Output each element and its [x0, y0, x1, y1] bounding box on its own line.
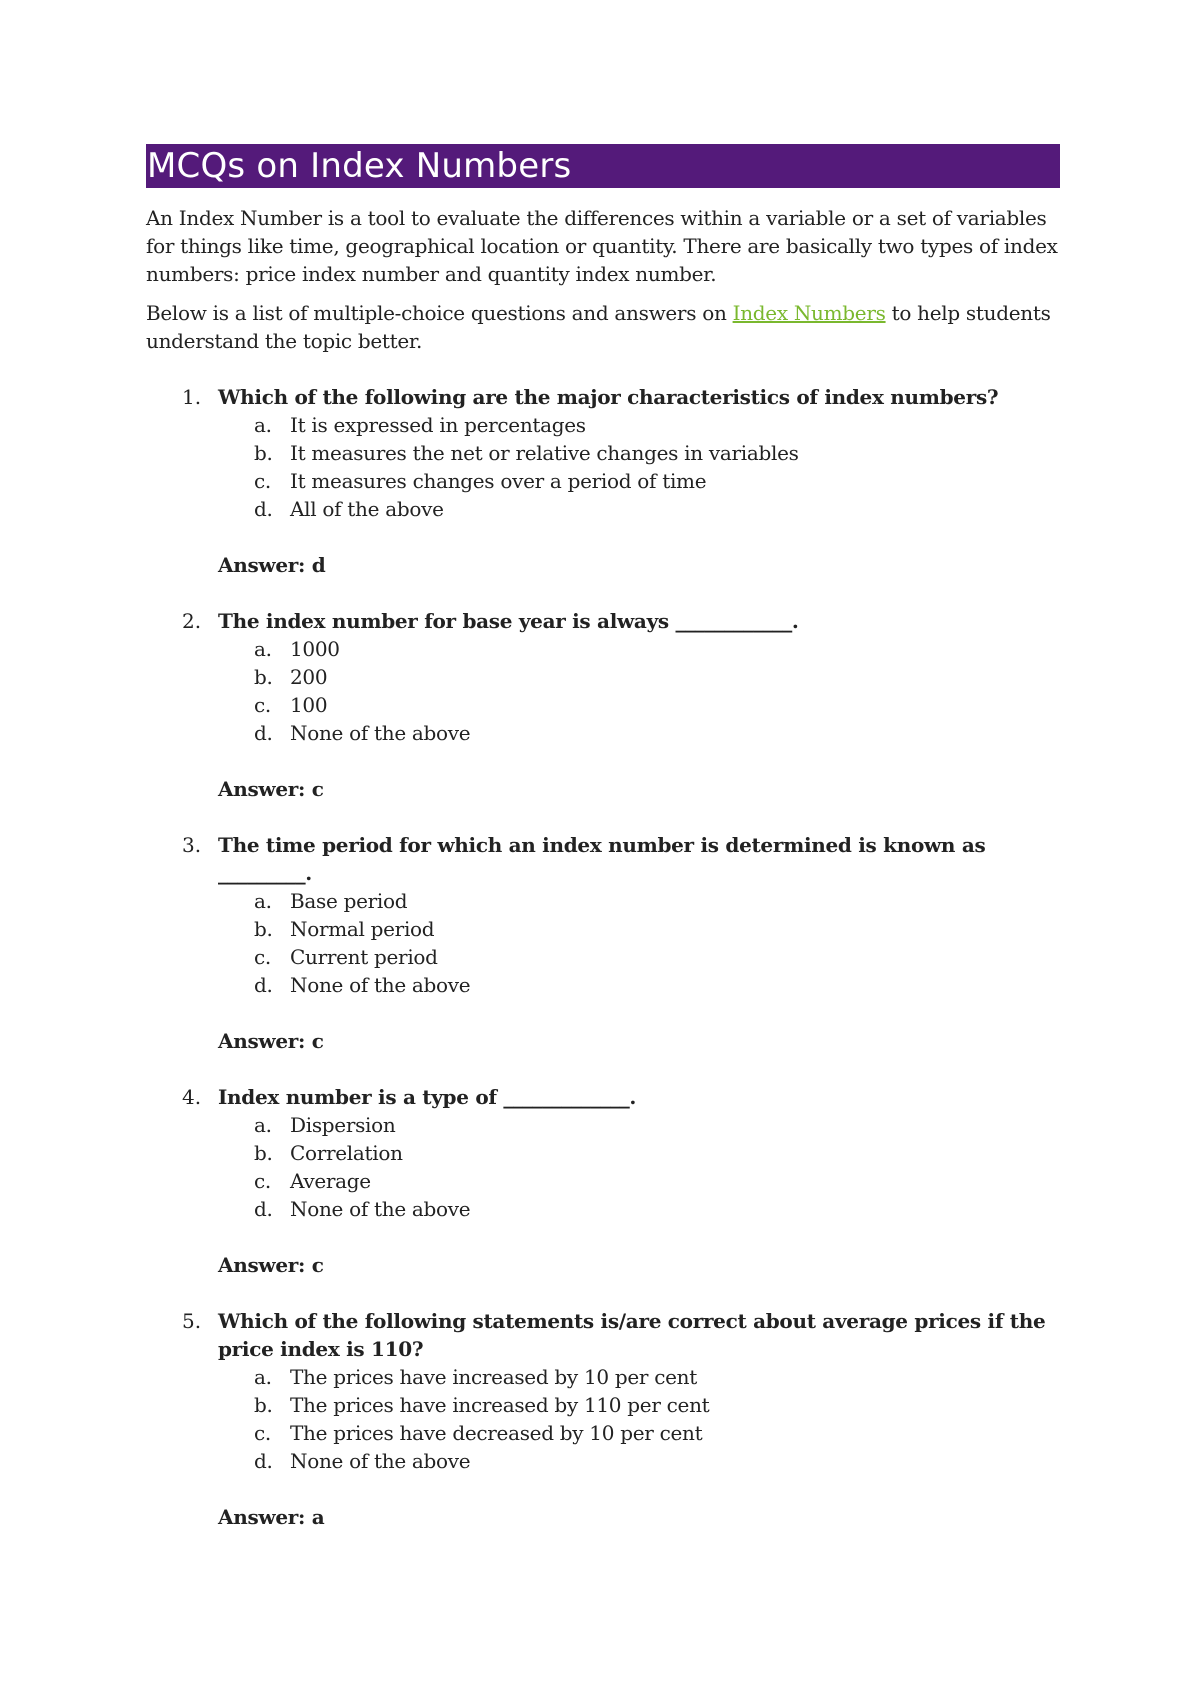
option-list — [218, 1111, 1060, 1223]
option-item — [218, 719, 1060, 747]
option-letter: c. — [254, 1169, 271, 1193]
option-text: All of the above — [290, 497, 444, 521]
option-text: Current period — [290, 945, 438, 969]
question-text: Index number is a type of _____________. — [218, 1085, 637, 1109]
option-letter: a. — [254, 413, 272, 437]
question-text: Which of the following statements is/are correct about average prices if the price index is 110? — [218, 1309, 1046, 1361]
option-text: It measures changes over a period of time — [290, 469, 707, 493]
question-item — [146, 1307, 1060, 1531]
option-text: 100 — [290, 693, 328, 717]
question-item — [146, 1083, 1060, 1279]
option-letter: d. — [254, 497, 273, 521]
option-text: Correlation — [290, 1141, 403, 1165]
option-letter: c. — [254, 1421, 271, 1445]
option-list — [218, 635, 1060, 747]
page-title: MCQs on Index Numbers — [147, 146, 572, 186]
option-item — [218, 943, 1060, 971]
option-item — [218, 1363, 1060, 1391]
option-item — [218, 1419, 1060, 1447]
question-number: 4. — [182, 1085, 202, 1109]
option-item — [218, 1139, 1060, 1167]
option-letter: b. — [254, 1393, 273, 1417]
question-list — [146, 383, 1060, 1531]
option-text: The prices have increased by 10 per cent — [290, 1365, 697, 1389]
option-letter: a. — [254, 1113, 272, 1137]
option-text: None of the above — [290, 1197, 471, 1221]
question-item — [146, 383, 1060, 579]
option-text: 1000 — [290, 637, 340, 661]
option-item — [218, 915, 1060, 943]
answer-text: Answer: c — [218, 777, 324, 801]
option-item — [218, 691, 1060, 719]
option-text: The prices have decreased by 10 per cent — [290, 1421, 703, 1445]
option-item — [218, 1447, 1060, 1475]
option-item — [218, 1111, 1060, 1139]
option-letter: b. — [254, 441, 273, 465]
option-text: None of the above — [290, 1449, 471, 1473]
option-text: It measures the net or relative changes in variables — [290, 441, 799, 465]
index-numbers-link[interactable]: Index Numbers — [732, 301, 886, 325]
question-text: The index number for base year is always ____________. — [218, 609, 799, 633]
option-text: Dispersion — [290, 1113, 396, 1137]
option-list — [218, 1363, 1060, 1475]
option-item — [218, 495, 1060, 523]
option-list — [218, 411, 1060, 523]
option-item — [218, 1195, 1060, 1223]
option-item — [218, 1391, 1060, 1419]
title-bar — [146, 144, 1060, 188]
question-number: 1. — [182, 385, 202, 409]
option-letter: b. — [254, 1141, 273, 1165]
option-text: Normal period — [290, 917, 435, 941]
question-text: Which of the following are the major characteristics of index numbers? — [218, 385, 999, 409]
option-text: None of the above — [290, 973, 471, 997]
option-letter: d. — [254, 1197, 273, 1221]
option-letter: b. — [254, 665, 273, 689]
option-letter: c. — [254, 945, 271, 969]
option-item — [218, 1167, 1060, 1195]
below-prefix: Below is a list of multiple-choice questions and answers on — [146, 301, 733, 325]
option-item — [218, 887, 1060, 915]
intro-paragraph: An Index Number is a tool to evaluate the differences within a variable or a set of variables for things like time, geographical location or quantity. There are basically two types of index numbers: price index number and quantity index number. — [146, 206, 1058, 286]
option-letter: d. — [254, 973, 273, 997]
question-item — [146, 607, 1060, 803]
option-letter: c. — [254, 469, 271, 493]
below-paragraph — [146, 299, 1060, 355]
question-number: 5. — [182, 1309, 202, 1333]
question-number: 2. — [182, 609, 202, 633]
option-letter: d. — [254, 1449, 273, 1473]
option-letter: d. — [254, 721, 273, 745]
question-number: 3. — [182, 833, 202, 857]
answer-text: Answer: c — [218, 1029, 324, 1053]
option-letter: c. — [254, 693, 271, 717]
option-item — [218, 411, 1060, 439]
option-item — [218, 663, 1060, 691]
answer-text: Answer: d — [218, 553, 326, 577]
option-letter: a. — [254, 889, 272, 913]
option-letter: b. — [254, 917, 273, 941]
below-suffix: to help students understand the topic better. — [146, 301, 1051, 353]
option-text: Average — [290, 1169, 371, 1193]
option-letter: a. — [254, 637, 272, 661]
option-text: The prices have increased by 110 per cent — [290, 1393, 710, 1417]
option-item — [218, 467, 1060, 495]
option-text: It is expressed in percentages — [290, 413, 586, 437]
document-page — [146, 144, 1060, 1559]
option-item — [218, 439, 1060, 467]
option-item — [218, 635, 1060, 663]
option-list — [218, 887, 1060, 999]
option-text: None of the above — [290, 721, 471, 745]
question-item — [146, 831, 1060, 1055]
question-text: The time period for which an index number is determined is known as _________. — [218, 833, 986, 885]
option-item — [218, 971, 1060, 999]
answer-text: Answer: c — [218, 1253, 324, 1277]
answer-text: Answer: a — [218, 1505, 325, 1529]
option-letter: a. — [254, 1365, 272, 1389]
option-text: Base period — [290, 889, 408, 913]
option-text: 200 — [290, 665, 328, 689]
